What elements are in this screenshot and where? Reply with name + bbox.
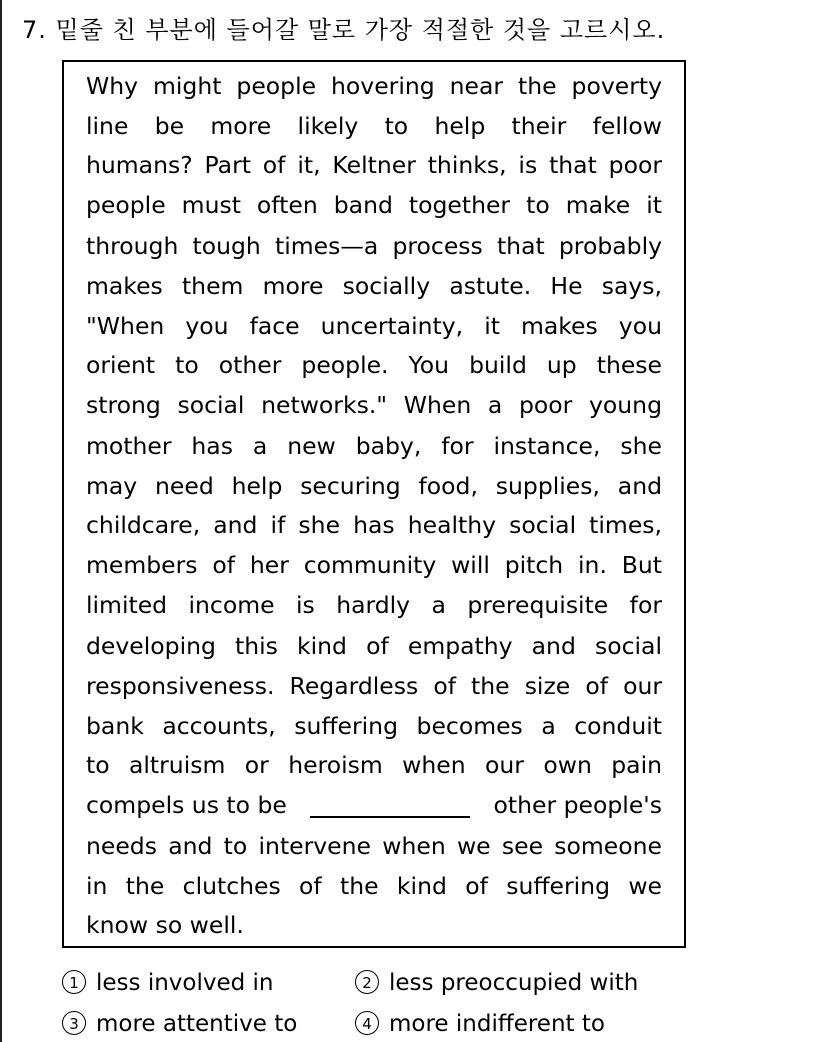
passage-line: makes them more socially astute. He says,	[86, 272, 662, 300]
passage-line: limited income is hardly a prerequisite for	[86, 591, 662, 619]
blank-line-after: other people's	[493, 791, 662, 819]
passage-line: responsiveness. Regardless of the size of our	[86, 672, 662, 700]
option-3-text: more attentive to	[96, 1011, 298, 1037]
option-1[interactable]	[62, 970, 274, 996]
blank-line-before: compels us to be	[86, 791, 287, 819]
passage-line-with-blank	[86, 785, 662, 825]
option-3[interactable]	[62, 1011, 297, 1037]
passage-line: developing this kind of empathy and social	[86, 632, 662, 660]
passage-line: members of her community will pitch in. But	[86, 551, 662, 579]
passage-line: needs and to intervene when we see someone	[86, 832, 662, 860]
option-number-2: 2	[355, 970, 379, 994]
passage-line: strong social networks." When a poor young	[86, 391, 662, 419]
page-left-border	[0, 0, 2, 1042]
option-2-text: less preoccupied with	[389, 970, 639, 996]
passage-line: people must often band together to make it	[86, 191, 662, 219]
passage-line: bank accounts, suffering becomes a conduit	[86, 712, 662, 740]
passage-line: may need help securing food, supplies, and	[86, 472, 662, 500]
answer-blank	[310, 792, 470, 818]
question-prompt: 7. 밑줄 친 부분에 들어갈 말로 가장 적절한 것을 고르시오.	[22, 16, 666, 44]
option-1-text: less involved in	[96, 970, 274, 996]
passage-line: through tough times—a process that probably	[86, 232, 662, 260]
option-4-text: more indifferent to	[389, 1011, 605, 1037]
passage-line: line be more likely to help their fellow	[86, 112, 662, 140]
passage-line: Why might people hovering near the poverty	[86, 72, 662, 100]
passage-line: childcare, and if she has healthy social times,	[86, 511, 662, 539]
passage-line: know so well.	[86, 911, 244, 939]
passage-line: to altruism or heroism when our own pain	[86, 751, 662, 779]
passage-line: humans? Part of it, Keltner thinks, is that poor	[86, 151, 662, 179]
passage-line: in the clutches of the kind of suffering we	[86, 872, 662, 900]
passage-box	[62, 60, 686, 948]
option-2[interactable]	[355, 970, 638, 996]
passage-line: orient to other people. You build up these	[86, 351, 662, 379]
passage-line: mother has a new baby, for instance, she	[86, 432, 662, 460]
passage-line: "When you face uncertainty, it makes you	[86, 312, 662, 340]
option-4[interactable]	[355, 1011, 605, 1037]
option-number-3: 3	[62, 1011, 86, 1035]
option-number-4: 4	[355, 1011, 379, 1035]
option-number-1: 1	[62, 970, 86, 994]
